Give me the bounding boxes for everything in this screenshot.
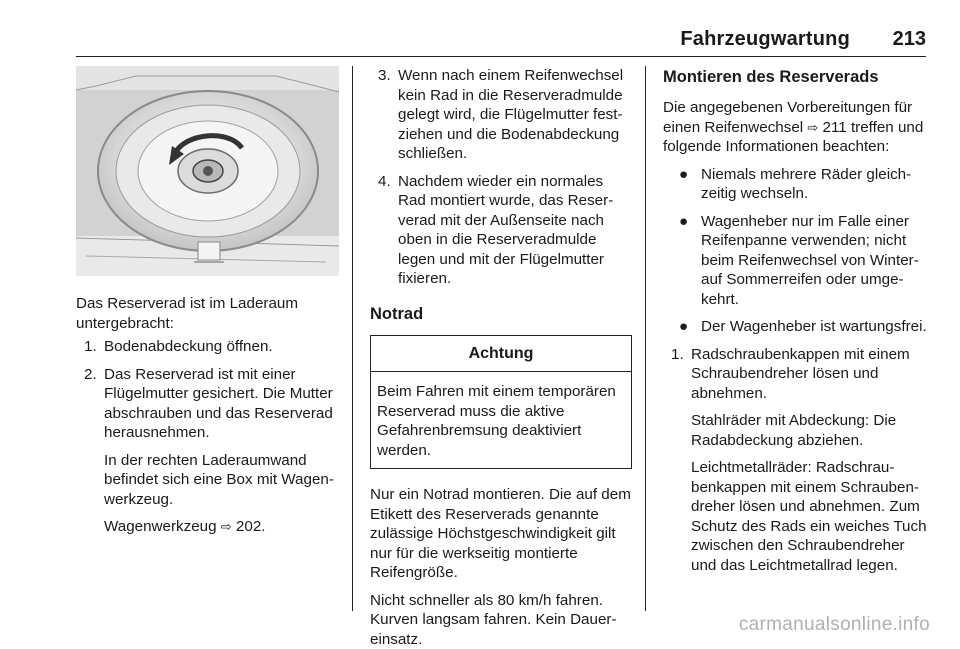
- bullet-icon: ●: [679, 317, 688, 337]
- watermark-text: carmanualsonline.info: [739, 614, 930, 636]
- right-column: [663, 66, 929, 583]
- page-number: 213: [893, 28, 926, 51]
- list-item: [370, 172, 632, 289]
- bullet-text: Niemals mehrere Räder gleichzeitig wechseln.: [701, 166, 911, 203]
- list-item: [663, 165, 929, 204]
- intro-text: [663, 98, 929, 157]
- step-subtext: [104, 517, 342, 537]
- list-item: [663, 345, 929, 576]
- page-header: [0, 0, 960, 60]
- bullet-icon: ●: [679, 165, 688, 185]
- xref-label: Wagenwerkzeug: [104, 518, 221, 535]
- bullet-text: Wagenheber nur im Falle einer Reifenpanne verwenden; nicht beim Reifenwechsel von Winter- auf Sommerreifen oder umgekehrt.: [701, 213, 919, 308]
- step-text: Bodenabdeckung öffnen.: [104, 338, 273, 355]
- bullet-text: Der Wagenheber ist wartungsfrei.: [701, 318, 927, 335]
- step-list: [76, 337, 342, 537]
- cross-reference-arrow-icon: ⇨: [807, 120, 818, 135]
- step-subtext: In der rechten Laderaumwand befindet sich eine Box mit Wagenwerkzeug.: [104, 451, 342, 510]
- step-text: Radschraubenkappen mit einem Schraubendreher lösen und abnehmen.: [691, 346, 910, 402]
- list-item: [370, 66, 632, 164]
- middle-column: [370, 66, 632, 649]
- column-divider: [645, 66, 646, 611]
- paragraph: Nur ein Notrad montieren. Die auf dem Etikett des Reserverads genannte zulässige Höchstgeschwindigkeit gilt nur für die werkseitig montierte Reifengröße.: [370, 485, 632, 583]
- step-text: Wenn nach einem Reifenwechsel kein Rad in die Reserveradmulde gelegt wird, die Flügelmutter festziehen und die Bodenabdeckung schließen.: [398, 67, 623, 162]
- xref-page-link[interactable]: 202.: [236, 518, 266, 535]
- header-rule: [76, 56, 926, 57]
- step-number: 3.: [378, 66, 391, 86]
- step-list: [370, 66, 632, 289]
- list-item: [76, 365, 342, 537]
- step-number: 1.: [84, 337, 97, 357]
- warning-body: Beim Fahren mit einem temporären Reserverad muss die aktive Gefahrenbremsung deaktiviert werden.: [371, 372, 631, 468]
- spare-wheel-drawing: [76, 66, 339, 276]
- step-number: 4.: [378, 172, 391, 192]
- warning-title: Achtung: [371, 336, 631, 373]
- step-text: Das Reserverad ist mit einer Flügelmutter gesichert. Die Mutter abschrauben und das Reserverad herausnehmen.: [104, 366, 333, 442]
- list-item: [663, 212, 929, 310]
- intro-text-part: treffen und folgende Informationen beachten:: [663, 119, 923, 156]
- step-text: Nachdem wieder ein normales Rad montiert wurde, das Reserverad mit der Außenseite nach oben in die Reserveradmulde legen und mit der Flügelmutter fixieren.: [398, 173, 613, 288]
- list-item: [663, 317, 929, 337]
- section-heading: Montieren des Reserverads: [663, 66, 929, 88]
- intro-text: Das Reserverad ist im Laderaum untergebracht:: [76, 294, 342, 333]
- step-number: 2.: [84, 365, 97, 385]
- step-number: 1.: [671, 345, 684, 365]
- step-list: [663, 345, 929, 576]
- section-title: Fahrzeugwartung: [680, 28, 850, 51]
- list-item: [76, 337, 342, 357]
- xref-page-link[interactable]: 211: [823, 119, 847, 136]
- section-heading: Notrad: [370, 303, 632, 325]
- step-subtext: Stahlräder mit Abdeckung: Die Radabdeckung abziehen.: [691, 411, 929, 450]
- left-column: [76, 66, 342, 545]
- intro-text-part: Die angegebenen Vorbereitungen für einen Reifenwechsel: [663, 99, 912, 136]
- paragraph: Nicht schneller als 80 km/h fahren. Kurven langsam fahren. Kein Dauereinsatz.: [370, 591, 632, 649]
- bullet-icon: ●: [679, 212, 688, 232]
- cross-reference-arrow-icon: ⇨: [221, 519, 232, 534]
- warning-box: [370, 335, 632, 470]
- bullet-list: [663, 165, 929, 337]
- spare-wheel-illustration: [76, 66, 339, 276]
- step-subtext: Leichtmetallräder: Radschraubenkappen mit einem Schraubendreher lösen und abnehmen. Zum Schutz des Rads ein weiches Tuch zwischen den Schraubendreher und das Leichtmetallrad legen.: [691, 458, 929, 575]
- column-divider: [352, 66, 353, 611]
